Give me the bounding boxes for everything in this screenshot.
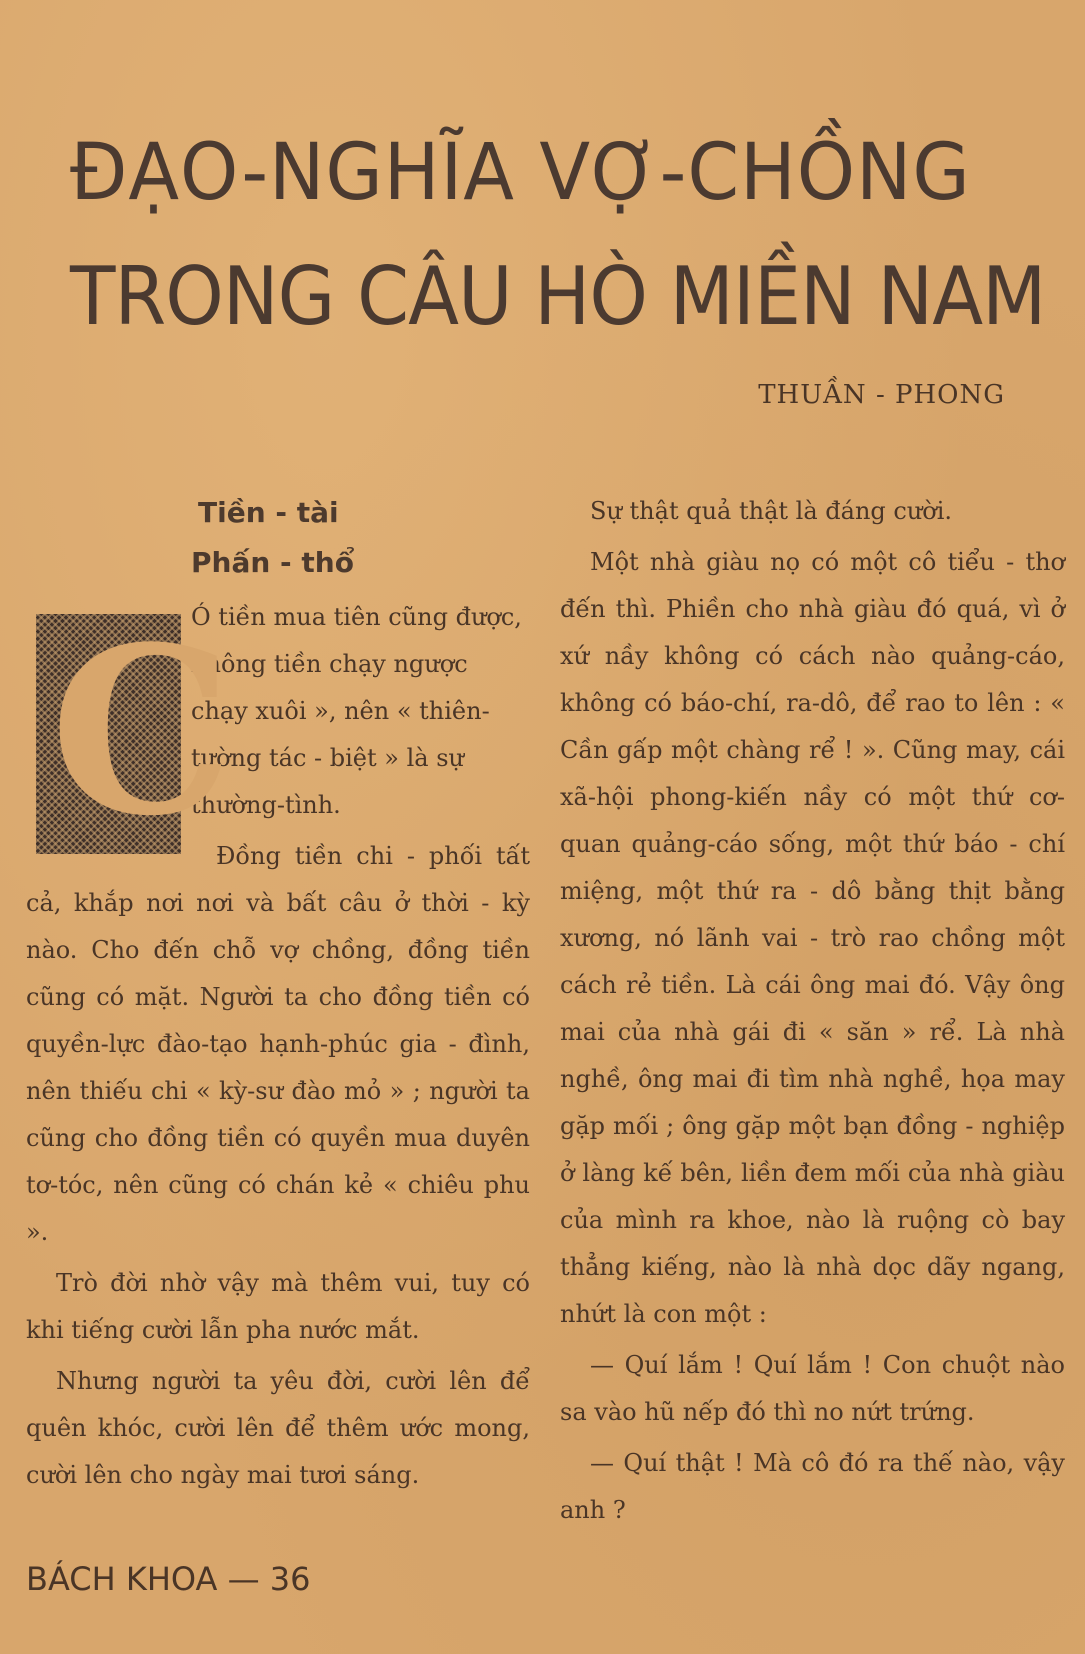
paragraph: — Quí lắm ! Quí lắm ! Con chuột nào sa vào hũ nếp đó thì no nứt trứng. [560, 1351, 1065, 1426]
paragraph: Trò đời nhờ vậy mà thêm vui, tuy có khi tiếng cười lẫn pha nước mắt. [26, 1269, 530, 1344]
intro-lines [191, 594, 530, 829]
page-footer: BÁCH KHOA — 36 [26, 1560, 311, 1598]
left-column [26, 488, 530, 1499]
intro-line: Ó tiền mua tiên cũng được, [191, 603, 522, 631]
paragraph: Đồng tiền chi - phối tất cả, khắp nơi nơi và bất câu ở thời - kỳ nào. Cho đến chỗ vợ chồng, đồng tiền cũng có mặt. Người ta cho đồng tiền có quyền-lực đào-tạo hạnh-phúc gia - đình, nên thiếu chi « kỳ-sư đào mỏ » ; người ta cũng cho đồng tiền có quyền mua duyên tơ-tóc, nên cũng có chán kẻ « chiêu phu ». [26, 842, 530, 1246]
paragraph: Sự thật quả thật là đáng cười. [590, 497, 953, 525]
intro-line: không tiền chạy ngược [191, 650, 468, 678]
dropcap-box [36, 597, 234, 867]
dropcap-letter: C [50, 597, 234, 867]
intro-line: chạy xuôi », nên « thiên- [191, 697, 490, 725]
paragraph: — Quí thật ! Mà cô đó ra thế nào, vậy anh ? [560, 1449, 1065, 1524]
intro-line: tường tác - biệt » là sự [191, 744, 464, 772]
paragraph: Một nhà giàu nọ có một cô tiểu - thơ đến thì. Phiền cho nhà giàu đó quá, vì ở xứ nầy không có cách nào quảng-cáo, không có báo-chí, ra-dô, để rao to lên : « Cần gấp một chàng rể ! ». Cũng may, cái xã-hội phong-kiến nầy có một thứ cơ-quan quảng-cáo sống, một thứ báo - chí miệng, một thứ ra - dô bằng thịt bằng xương, nó lãnh vai - trò rao chồng một cách rẻ tiền. Là cái ông mai đó. Vậy ông mai của nhà gái đi « săn » rể. Là nhà nghề, ông mai đi tìm nhà nghề, họa may gặp mối ; ông gặp một bạn đồng - nghiệp ở làng kế bên, liền đem mối của nhà giàu của mình ra khoe, nào là ruộng cò bay thẳng kiếng, nào là nhà dọc dãy ngang, nhứt là con một : [560, 548, 1065, 1328]
right-column [560, 488, 1065, 1534]
article-title-line-1: ĐẠO-NGHĨA VỢ-CHỒNG [70, 128, 971, 218]
article-title-line-2: TRONG CÂU HÒ MIỀN NAM [70, 250, 1046, 343]
intro-line: thường-tình. [191, 791, 341, 819]
article-author: THUẦN - PHONG [758, 380, 1005, 410]
subhead-phan-tho: Phấn - thổ [191, 546, 354, 579]
subhead-tien-tai: Tiền - tài [198, 496, 339, 529]
paragraph: Nhưng người ta yêu đời, cười lên để quên khóc, cười lên để thêm ước mong, cười lên cho ngày mai tươi sáng. [26, 1367, 530, 1489]
